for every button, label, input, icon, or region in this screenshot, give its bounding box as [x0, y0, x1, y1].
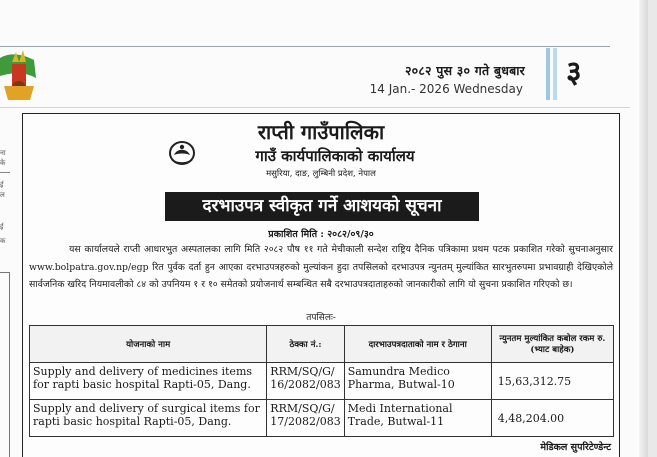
column-header: न्युनतम मुल्यांकित कबोल रकम रु. (भ्याट बाहेक) — [491, 326, 613, 363]
left-column-fragment: के — [0, 159, 6, 167]
page-number-accent-2 — [553, 48, 557, 100]
left-column-fragment: ई — [0, 181, 4, 189]
page-number-accent — [546, 48, 550, 100]
masthead-date-nepali: २०८२ पुस ३० गते बुधबार — [404, 63, 525, 78]
column-header: ठेक्का नं.: — [267, 326, 344, 363]
table-label: तपसिलः- — [306, 313, 336, 323]
office-subtitle: गाउँ कार्यपालिकाको कार्यालय — [255, 147, 415, 165]
signatory: मेडिकल सुपरिटेण्डेन्ट — [540, 442, 611, 453]
bid-amount-cell: 15,63,312.75 — [491, 363, 613, 400]
bidder-cell: Medi International Trade, Butwal-11 — [344, 400, 491, 437]
left-column-line — [0, 172, 10, 173]
top-rule — [0, 46, 610, 47]
notice-title: दरभाउपत्र स्वीकृत गर्ने आशयको सूचना — [165, 192, 479, 221]
left-column-fragment: क — [0, 237, 6, 245]
office-name: राप्ती गाउँपालिका — [257, 120, 385, 144]
column-header: दारभाउपत्रदाताको नाम र ठेगाना — [344, 326, 491, 363]
column-header: योजनाको नाम — [30, 326, 267, 363]
published-date: प्रकाशित मिति : २०८२/०९/३० — [268, 229, 374, 240]
tender-table — [29, 325, 614, 437]
table-row — [30, 400, 614, 437]
page-number: ३ — [566, 55, 582, 90]
masthead-rule — [0, 107, 630, 108]
masthead-logo-icon — [0, 42, 40, 112]
project-name-cell: Supply and delivery of medicines items for rapti basic hospital Rapti-05, Dang. — [30, 363, 267, 400]
notice-body: यस कार्यालयले राप्ती आधारभुत अस्पतालका लागि मिति २०८२ पौष ११ गते मेचीकाली सन्देश राष्ट्रिय दैनिक पत्रिकामा प्रथम पटक प्रकाशित गरेको सुचनाअनुसार www.bolpatra.gov.np/egp रित पुर्वक दर्ता हुन आएका दरभाउपत्रहरुको मुल्यांकन हुदा तपसिलको दरभाउपत्र न्युनतम् मुल्यांकित सारभुतरुपमा प्रभावग्राही देखिएकोले सार्वजनिक खरिद नियमावलीको ८४ को उपनियम १ र १० समेतको प्रयोजनार्थ सम्बन्धित सबै दरभाउपत्रदाताहरुको जानकारीको लागि यो सुचना प्रकाशित गरिएको छ। — [29, 244, 613, 290]
contract-number-cell: RRM/SQ/G/ 17/2082/083 — [267, 400, 344, 437]
office-address: मसुरिया, दाङ, लुम्बिनी प्रदेश, नेपाल — [266, 169, 376, 179]
tender-notice — [22, 113, 620, 457]
masthead-date-english: 14 Jan.- 2026 Wednesday — [369, 82, 523, 96]
bidder-cell: Samundra Medico Pharma, Butwal-10 — [344, 363, 491, 400]
project-name-cell: Supply and delivery of surgical items for rapti basic hospital Rapti-05, Dang. — [30, 400, 267, 437]
left-column-fragment: ना — [0, 149, 6, 157]
bid-amount-cell: 4,48,204.00 — [491, 400, 613, 437]
left-column-border — [9, 272, 10, 457]
table-row — [30, 363, 614, 400]
page-edge — [639, 0, 648, 457]
contract-number-cell: RRM/SQ/G/ 16/2082/083 — [267, 363, 344, 400]
left-column-fragment: ल — [0, 191, 5, 199]
left-column-fragment: ई — [0, 223, 4, 231]
table-header-row — [30, 326, 614, 363]
